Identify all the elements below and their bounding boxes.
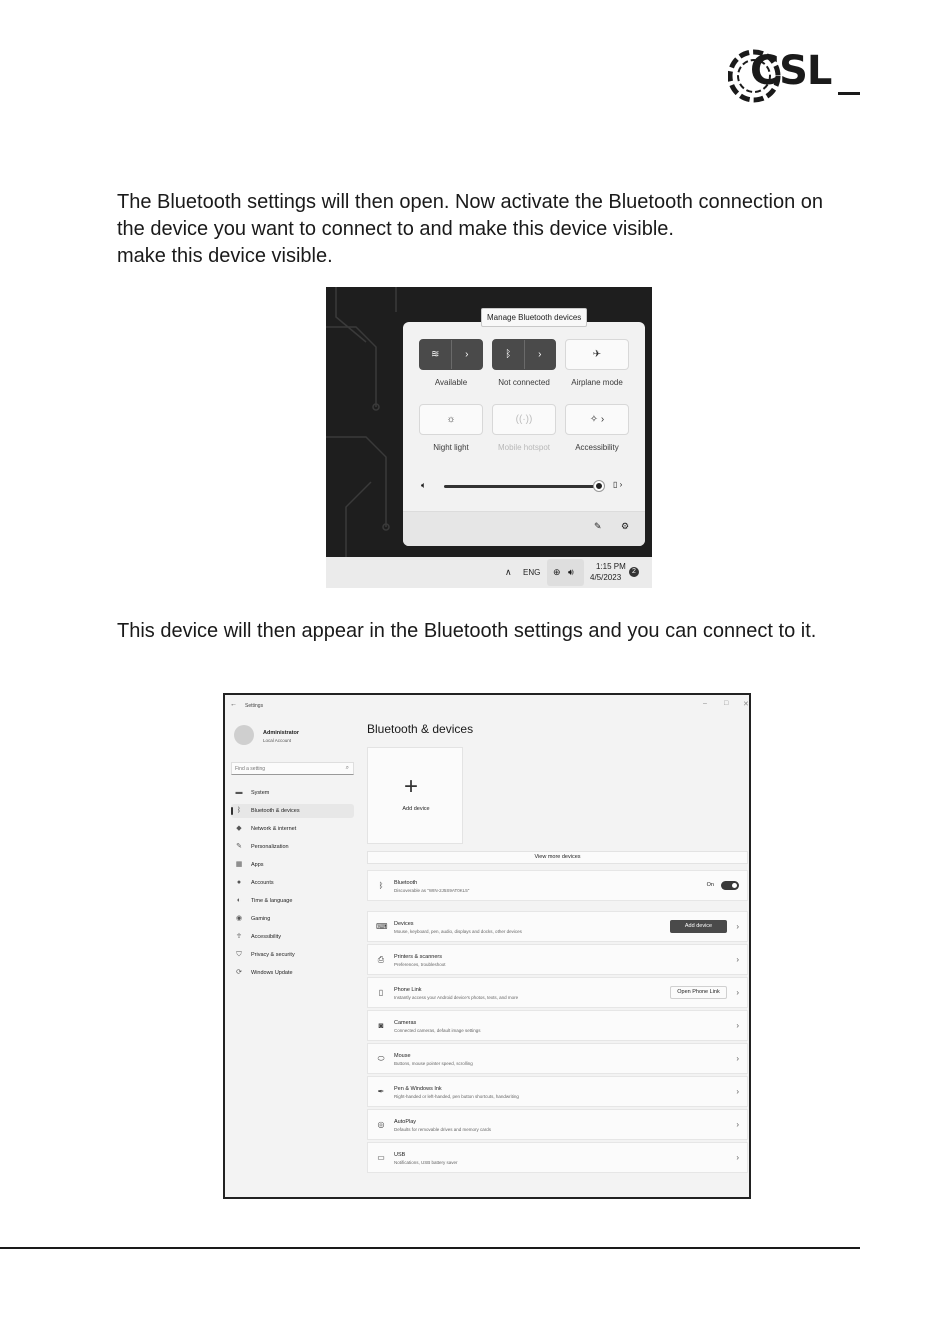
sidebar-item-accessibility[interactable] (231, 930, 354, 944)
toggle-state-label: On (706, 882, 714, 888)
row-subtitle: Buttons, mouse pointer speed, scrolling (394, 1061, 473, 1066)
volume-icon: 🔊︎ (568, 567, 574, 577)
sidebar-item-label: Time & language (251, 898, 293, 904)
view-more-devices-button[interactable]: View more devices (367, 851, 748, 864)
speaker-icon[interactable]: 🔈︎ (421, 480, 427, 490)
globe-icon: ◐ (236, 897, 242, 904)
sidebar-item-privacy[interactable] (231, 948, 354, 962)
paragraph-line: make this device visible. (117, 245, 333, 267)
chevron-right-icon: › (736, 1021, 739, 1030)
paragraph-line: The Bluetooth settings will then open. Now activate the Bluetooth connection on (117, 191, 824, 213)
sidebar-item-label: Network & internet (251, 826, 297, 832)
maximize-icon[interactable]: □ (724, 700, 729, 707)
autoplay-icon: ◎ (377, 1120, 385, 1129)
row-title: Mouse (394, 1053, 411, 1059)
csl-logo (728, 42, 863, 110)
wifi-icon: ◆ (236, 825, 242, 832)
add-device-card[interactable] (367, 747, 463, 844)
tile-label: Not connected (498, 378, 550, 387)
monitor-icon: ▬ (235, 789, 243, 796)
accessibility-icon: ☥ (236, 933, 242, 940)
chevron-right-icon: › (736, 1087, 739, 1096)
row-subtitle: Notifications, USB battery saver (394, 1160, 458, 1165)
volume-slider-track[interactable] (444, 485, 600, 488)
bluetooth-row (367, 870, 748, 901)
night-light-tile[interactable] (419, 404, 483, 435)
window-title: Settings (245, 703, 264, 709)
active-indicator (231, 807, 233, 815)
chevron-up-icon[interactable]: ∧ (505, 567, 512, 577)
row-title: AutoPlay (394, 1119, 417, 1125)
footer-divider (0, 1247, 860, 1249)
row-title: Phone Link (394, 987, 422, 993)
brush-icon: ✎ (236, 843, 242, 850)
row-subtitle: Mouse, keyboard, pen, audio, displays and docks, other devices (394, 929, 522, 934)
airplane-icon: ✈ (592, 349, 602, 360)
sidebar-item-accounts[interactable] (231, 876, 354, 890)
logo-text: CSL (750, 48, 832, 94)
row-title: Cameras (394, 1020, 417, 1026)
sidebar-item-label: System (251, 790, 270, 796)
phone-icon: ▯ (378, 988, 384, 997)
chevron-right-icon: › (736, 1153, 739, 1162)
sidebar-item-label: Privacy & security (251, 952, 295, 958)
sidebar-item-label: Personalization (251, 844, 289, 850)
bluetooth-toggle[interactable] (721, 881, 739, 890)
usb-icon: ▭ (377, 1153, 385, 1162)
sidebar-item-label: Windows Update (251, 970, 293, 976)
tile-label: Night light (433, 443, 469, 452)
bluetooth-tile[interactable] (492, 339, 556, 370)
paragraph-line: the device you want to connect to and make this device visible. (117, 218, 674, 240)
quick-settings-screenshot (326, 287, 652, 588)
row-title: Printers & scanners (394, 954, 442, 960)
bluetooth-icon: ᛒ (236, 807, 242, 814)
camera-icon: ◙ (378, 1021, 384, 1030)
chevron-right-icon[interactable]: › (524, 340, 556, 369)
settings-row-autoplay[interactable] (367, 1109, 748, 1140)
row-title: Pen & Windows Ink (394, 1086, 442, 1092)
row-subtitle: Discoverable as "WIN-2J5S9AT0KL5" (394, 888, 470, 893)
gamepad-icon: ◉ (235, 915, 243, 922)
brightness-icon: ☼ (446, 414, 456, 425)
accessibility-icon: ✧ › (589, 414, 605, 425)
sidebar-item-label: Gaming (251, 916, 271, 922)
sidebar-item-label: Accounts (251, 880, 274, 886)
search-input[interactable] (231, 762, 354, 775)
sidebar-item-label: Apps (251, 862, 264, 868)
network-globe-icon: ⊕ (553, 567, 561, 577)
sidebar-item-windows-update[interactable] (231, 966, 354, 980)
volume-slider-thumb[interactable] (594, 481, 604, 491)
tile-label: Mobile hotspot (497, 443, 551, 452)
clock-date[interactable]: 4/5/2023 (590, 573, 622, 582)
chevron-right-icon[interactable]: › (451, 340, 483, 369)
tray-quick-settings-button[interactable] (547, 559, 584, 586)
audio-output-icon[interactable]: ▯ › (613, 480, 623, 489)
close-icon[interactable]: ✕ (743, 701, 749, 708)
settings-row-cameras[interactable] (367, 1010, 748, 1041)
chevron-right-icon: › (736, 955, 739, 964)
sidebar-item-label: Bluetooth & devices (251, 808, 300, 814)
settings-row-phone-link[interactable] (367, 977, 748, 1008)
row-subtitle: Right-handed or left-handed, pen button shortcuts, handwriting (394, 1094, 519, 1099)
open-phone-link-button[interactable]: Open Phone Link (670, 986, 727, 999)
paragraph-line: This device will then appear in the Bluetooth settings and you can connect to it. (117, 620, 817, 642)
pen-icon: ✒ (377, 1087, 385, 1096)
hotspot-icon: ((·)) (515, 414, 533, 425)
taskbar (326, 557, 652, 588)
user-account-type: Local Account (263, 738, 292, 743)
quick-settings-panel (403, 322, 645, 546)
notification-badge[interactable]: 2 (629, 567, 639, 577)
sidebar-item-label: Accessibility (251, 934, 281, 940)
person-icon: ● (236, 879, 242, 886)
airplane-tile[interactable] (565, 339, 629, 370)
row-title: Devices (394, 921, 414, 927)
minimize-icon[interactable]: – (703, 700, 707, 707)
row-subtitle: Connected cameras, default image settings (394, 1028, 481, 1033)
printer-icon: ⎙ (377, 955, 385, 964)
bluetooth-icon[interactable]: ᛒ (505, 349, 512, 360)
settings-row-devices[interactable] (367, 911, 748, 942)
settings-row-mouse[interactable] (367, 1043, 748, 1074)
sidebar-item-apps[interactable] (231, 858, 354, 872)
tooltip-manage-bluetooth: Manage Bluetooth devices (481, 308, 587, 327)
tile-label: Airplane mode (571, 378, 623, 387)
mouse-icon: ⬭ (377, 1054, 385, 1063)
apps-icon: ▦ (235, 861, 243, 868)
add-device-card-label: Add device (402, 806, 430, 812)
row-title: Bluetooth (394, 880, 418, 886)
wifi-tile[interactable] (419, 339, 483, 370)
sidebar-item-personalization[interactable] (231, 840, 354, 854)
accessibility-tile[interactable] (565, 404, 629, 435)
mobile-hotspot-tile[interactable] (492, 404, 556, 435)
user-name: Administrator (263, 730, 300, 736)
quick-settings-footer (403, 511, 645, 546)
wifi-icon[interactable]: ≋ (431, 349, 440, 360)
chevron-right-icon: › (736, 1120, 739, 1129)
shield-icon: ⛉ (236, 951, 242, 958)
tile-label: Accessibility (575, 443, 619, 452)
row-subtitle: Instantly access your Android device's photos, texts, and more (394, 995, 519, 1000)
add-device-button[interactable]: Add device (670, 920, 727, 933)
settings-window-screenshot (223, 693, 751, 1199)
chevron-right-icon: › (736, 922, 739, 931)
avatar (234, 725, 254, 745)
clock-time[interactable]: 1:15 PM (596, 562, 626, 571)
update-icon: ⟳ (236, 969, 242, 976)
chevron-right-icon: › (736, 1054, 739, 1063)
sidebar-item-bluetooth[interactable] (231, 804, 354, 818)
row-subtitle: Preferences, troubleshoot (394, 962, 446, 967)
sidebar-item-system[interactable] (231, 786, 354, 800)
edit-pencil-icon[interactable]: ✎ (594, 521, 602, 531)
row-subtitle: Defaults for removable drives and memory cards (394, 1127, 492, 1132)
language-indicator[interactable]: ENG (523, 568, 541, 577)
tile-label: Available (434, 378, 468, 387)
page-title: Bluetooth & devices (367, 722, 474, 736)
sidebar-item-time-language[interactable] (231, 894, 354, 908)
row-title: USB (394, 1152, 406, 1158)
devices-icon: ⌨ (376, 922, 388, 931)
bluetooth-icon: ᛒ (378, 881, 384, 890)
chevron-right-icon: › (736, 988, 739, 997)
gear-icon[interactable]: ⚙ (621, 521, 630, 531)
settings-row-usb[interactable] (367, 1142, 748, 1173)
sidebar-item-network[interactable] (231, 822, 354, 836)
settings-row-pen[interactable] (367, 1076, 748, 1107)
back-arrow-icon[interactable]: ← (230, 701, 237, 708)
plus-icon: + (404, 773, 419, 800)
settings-row-printers[interactable] (367, 944, 748, 975)
search-icon: ⌕ (345, 765, 349, 771)
search-placeholder: Find a setting (235, 766, 266, 772)
sidebar-item-gaming[interactable] (231, 912, 354, 926)
